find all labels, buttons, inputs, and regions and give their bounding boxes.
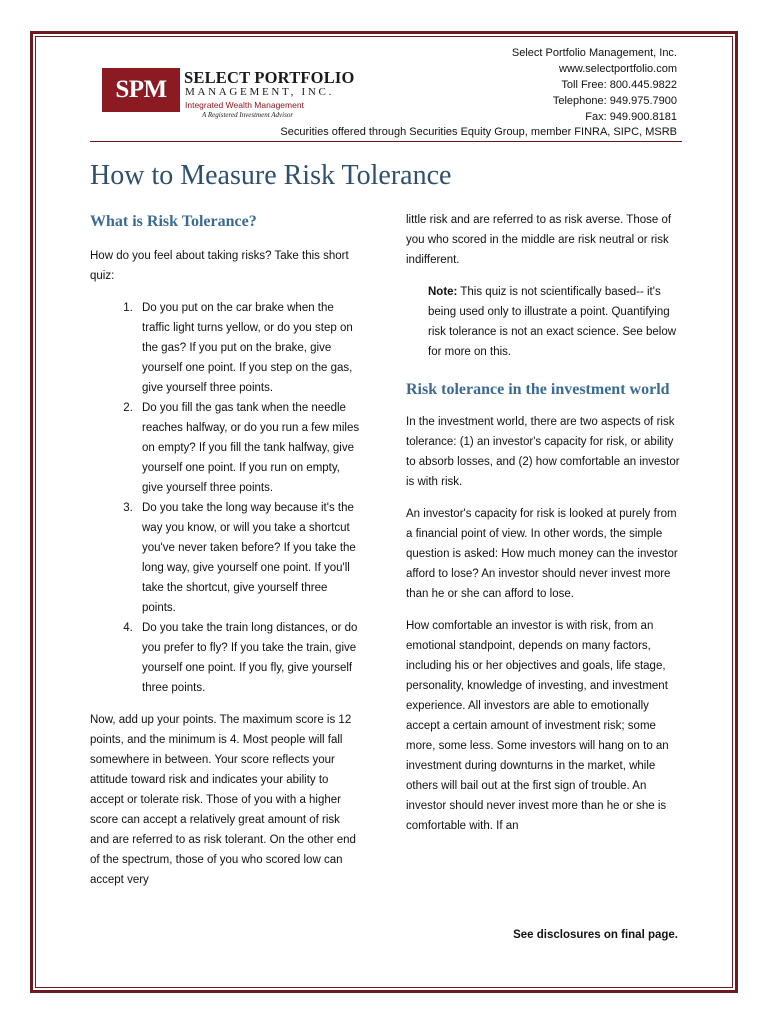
right-column (406, 210, 680, 836)
contact-block (512, 45, 677, 125)
securities-notice: Securities offered through Securities Equity Group, member FINRA, SIPC, MSRB (280, 126, 677, 138)
logo-company-name: SELECT PORTFOLIO (184, 68, 355, 87)
page-title: How to Measure Risk Tolerance (90, 160, 452, 191)
section-heading-what-is-risk-tolerance: What is Risk Tolerance? (90, 213, 257, 230)
quiz-note (406, 282, 680, 362)
logo-subtagline: A Registered Investment Advisor (202, 111, 294, 119)
logo-tagline: Integrated Wealth Management (185, 100, 304, 110)
quiz-item: 2. Do you fill the gas tank when the needle reaches halfway, or do you run a few miles on empty? If you fill the tank halfway, give yourself one point. If you run on empty, give yourself three points. (136, 398, 362, 498)
paragraph-comfort: How comfortable an investor is with risk, from an emotional standpoint, depends on many factors, including his or her objectives and goals, life stage, personality, knowledge of investing, and investment experience. All investors are able to emotionally accept a certain amount of investment risk; some more, some less. Some investors will hang on to an investment during downturns in the market, while others will bail out at the first sign of trouble. An investor should never invest more than he or she is comfortable with. If an (406, 620, 669, 832)
spm-logo (100, 62, 355, 122)
left-column (90, 210, 362, 890)
header-divider (90, 141, 682, 142)
contact-toll-free: Toll Free: 800.445.9822 (561, 79, 677, 91)
continuation-paragraph: little risk and are referred to as risk averse. Those of you who scored in the middle are risk neutral or risk indifferent. (406, 214, 672, 266)
contact-company: Select Portfolio Management, Inc. (511, 47, 677, 59)
quiz-item: 1. Do you put on the car brake when the traffic light turns yellow, or do you step on the gas? If you put on the brake, give yourself one point. If you step on the gas, give yourself three points. (136, 298, 362, 398)
paragraph-aspects: In the investment world, there are two aspects of risk tolerance: (1) an investor's capacity for risk, or ability to absorb losses, and (2) how comfortable an investor is with risk. (406, 416, 680, 488)
quiz-item: 4. Do you take the train long distances, or do you prefer to fly? If you take the train, give yourself one point. If you fly, give yourself three points. (136, 618, 362, 698)
quiz-intro: How do you feel about taking risks? Take this short quiz: (90, 250, 349, 282)
disclosure-note: See disclosures on final page. (513, 929, 678, 941)
contact-fax: Fax: 949.900.8181 (585, 111, 677, 123)
logo-mark: SPM (102, 68, 180, 112)
score-paragraph: Now, add up your points. The maximum score is 12 points, and the minimum is 4. Most people will fall somewhere in between. Your score reflects your attitude toward risk and indicates your ability to accept or tolerate risk. Those of you with a higher score can accept a relatively great amount of risk and are referred to as risk tolerant. On the other end of the spectrum, those of you who scored low can accept very (90, 714, 356, 886)
contact-website[interactable]: www.selectportfolio.com (559, 63, 677, 75)
section-heading-investment-world: Risk tolerance in the investment world (406, 381, 670, 398)
quiz-list (90, 298, 362, 698)
logo-company-suffix: MANAGEMENT, INC. (185, 86, 335, 98)
note-text: This quiz is not scientifically based-- it's being used only to illustrate a point. Quantifying risk tolerance is not an exact science. See below for more on this. (428, 286, 677, 358)
note-label: Note: (428, 286, 458, 298)
paragraph-capacity: An investor's capacity for risk is looked at purely from a financial point of view. In other words, the simple question is asked: How much money can the investor afford to lose? An investor should never invest more than he or she can afford to lose. (406, 508, 678, 600)
contact-telephone: Telephone: 949.975.7900 (552, 95, 677, 107)
quiz-item: 3. Do you take the long way because it's the way you know, or will you take a shortcut you've never taken before? If you take the long way, give yourself one point. If you'll take the shortcut, give yourself three points. (136, 498, 362, 618)
